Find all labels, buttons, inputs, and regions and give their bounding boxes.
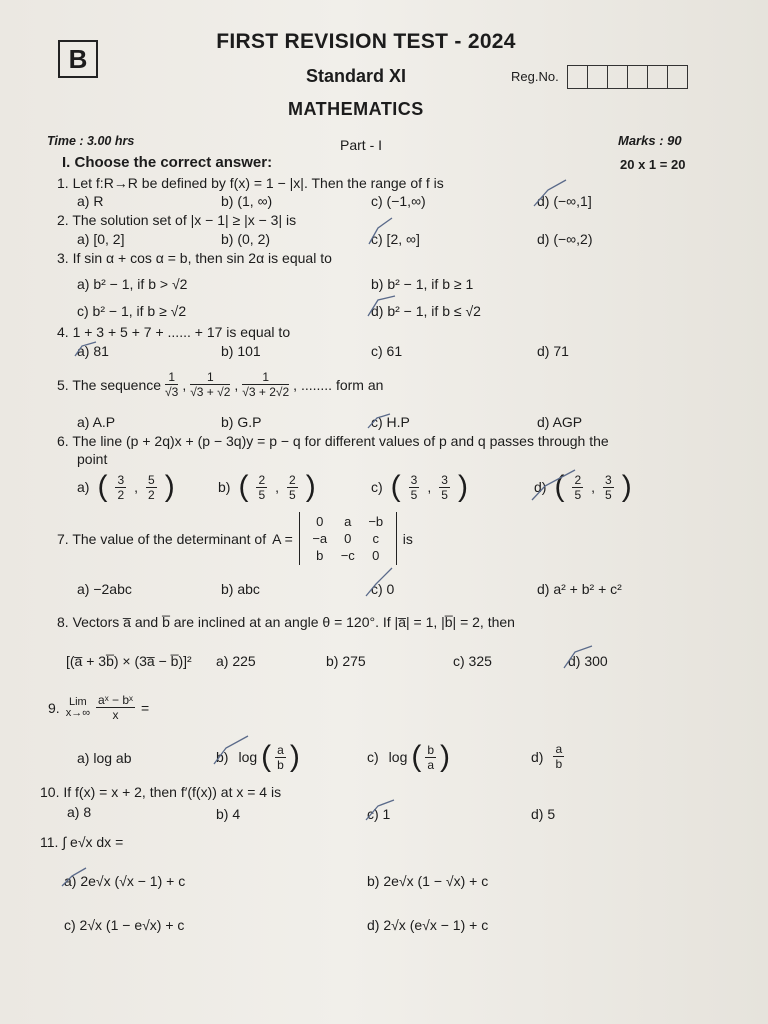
q9-option-b: b) log ( $\frac{a}{b}$ ) (216, 740, 300, 773)
q4-option-d: d) 71 (537, 343, 569, 359)
subject-label: MATHEMATICS (288, 99, 424, 119)
q3-option-a: a) b² − 1, if b > √2 (77, 276, 188, 292)
q5-text-pre: 5. The sequence (57, 376, 162, 393)
q9-fraction: $\frac{\text{aˣ − bˣ}}{x}$ (98, 693, 133, 722)
question-5: 5. The sequence $\frac{1}{√3}$ , $\frac{1}{√3 + √2}$ , $\frac{1}{√3 + 2√2}$ , ........ form an (57, 370, 384, 399)
q1-option-c: c) (−1,∞) (371, 193, 426, 209)
q5-text-post: , ........ form an (293, 376, 384, 393)
q5-term-3: $\frac{1}{√3 + 2√2}$ (242, 370, 290, 399)
q3-option-b: b) b² − 1, if b ≥ 1 (371, 276, 474, 292)
question-6-line-2: point (77, 451, 108, 467)
q4-option-c: c) 61 (371, 343, 403, 359)
q11-option-c: c) 2√x (1 − e√x) + c (64, 917, 185, 933)
q8-option-b: b) 275 (326, 653, 366, 669)
q2-option-c: c) [2, ∞] (371, 231, 420, 247)
question-10: 10. If f(x) = x + 2, then f′(f(x)) at x = 4 is (40, 784, 282, 800)
q8-option-a: a) 225 (216, 653, 256, 669)
q6-option-d: d) ( $\frac{2}{5}$ , $\frac{3}{5}$ ) (534, 470, 632, 503)
q1-option-b: b) (1, ∞) (221, 193, 273, 209)
time-label: Time : 3.00 hrs (47, 134, 135, 148)
q11-option-d: d) 2√x (e√x − 1) + c (367, 917, 489, 933)
question-3: 3. If sin α + cos α = b, then sin 2α is equal to (57, 250, 332, 266)
reg-box (608, 66, 628, 88)
reg-number-label: Reg.No. (511, 69, 559, 84)
question-8: 8. Vectors a̅ and b̅ are inclined at an angle θ = 120°. If |a̅| = 1, |b̅| = 2, then (57, 614, 515, 630)
q9-option-d: d) $\frac{a}{b}$ (531, 742, 563, 771)
reg-box (648, 66, 668, 88)
q7-option-b: b) abc (221, 581, 260, 597)
q10-option-a: a) 8 (67, 804, 92, 820)
reg-box (628, 66, 648, 88)
q10-option-d: d) 5 (531, 806, 556, 822)
q1-option-d: d) (−∞,1] (537, 193, 592, 209)
q7-option-d: d) a² + b² + c² (537, 581, 622, 597)
q11-option-b: b) 2e√x (1 − √x) + c (367, 873, 489, 889)
reg-box (568, 66, 588, 88)
limit-operator: Lim x→∞ (65, 695, 91, 719)
q2-option-d: d) (−∞,2) (537, 231, 593, 247)
q11-option-a: a) 2e√x (√x − 1) + c (64, 873, 186, 889)
question-6-line-1: 6. The line (p + 2q)x + (p − 3q)y = p − q for different values of p and q passes through the (57, 433, 609, 449)
q4-option-a: a) 81 (77, 343, 109, 359)
q8-expression: [(a̅ + 3b̅) × (3a̅ − b̅)]² (66, 653, 192, 669)
question-1: 1. Let f:R→R be defined by f(x) = 1 − |x|. Then the range of f is (57, 175, 444, 191)
q2-option-b: b) (0, 2) (221, 231, 271, 247)
q9-option-c: c) log ( $\frac{b}{a}$ ) (367, 740, 451, 773)
question-4: 4. 1 + 3 + 5 + 7 + ...... + 17 is equal to (57, 324, 291, 340)
q2-option-a: a) [0, 2] (77, 231, 125, 247)
q7-option-c: c) 0 (371, 581, 395, 597)
question-7: 7. The value of the determinant of A = 0 a −b −a 0 c b −c 0 is (57, 514, 413, 563)
standard-label: Standard XI (306, 66, 407, 86)
q5-option-b: b) G.P (221, 414, 262, 430)
determinant-matrix: 0 a −b −a 0 c b −c 0 (299, 512, 397, 565)
q6-option-c: c) ( $\frac{3}{5}$ , $\frac{3}{5}$ ) (371, 470, 468, 503)
marks-scheme: 20 x 1 = 20 (620, 157, 686, 172)
q10-option-c: c) 1 (367, 806, 391, 822)
q8-option-c: c) 325 (453, 653, 492, 669)
q6-option-b: b) ( $\frac{2}{5}$ , $\frac{2}{5}$ ) (218, 470, 316, 503)
exam-title: FIRST REVISION TEST - 2024 (216, 30, 516, 53)
set-letter-box: B (58, 40, 98, 78)
q1-option-a: a) R (77, 193, 104, 209)
question-9: 9. Lim x→∞ $\frac{\text{aˣ − bˣ}}{x}$ = (48, 693, 150, 722)
q3-option-d: d) b² − 1, if b ≤ √2 (371, 303, 481, 319)
marks-label: Marks : 90 (618, 133, 682, 148)
q5-option-a: a) A.P (77, 414, 116, 430)
q5-term-1: $\frac{1}{√3}$ (165, 370, 179, 399)
reg-box (588, 66, 608, 88)
part-label: Part - I (340, 137, 383, 153)
reg-number-boxes (567, 65, 688, 89)
q7-option-a: a) −2abc (77, 581, 132, 597)
q3-option-c: c) b² − 1, if b ≥ √2 (77, 303, 187, 319)
q5-term-2: $\frac{1}{√3 + √2}$ (190, 370, 231, 399)
q4-option-b: b) 101 (221, 343, 261, 359)
question-2: 2. The solution set of |x − 1| ≥ |x − 3| is (57, 212, 297, 228)
q6-option-a: a) ( $\frac{3}{2}$ , $\frac{5}{2}$ ) (77, 470, 175, 503)
question-11: 11. ∫ e√x dx = (40, 834, 124, 850)
reg-box (668, 66, 687, 88)
q5-option-d: d) AGP (537, 414, 583, 430)
q8-option-d: d) 300 (568, 653, 608, 669)
section-heading: I. Choose the correct answer: (62, 154, 273, 171)
q9-option-a: a) log ab (77, 750, 132, 766)
q10-option-b: b) 4 (216, 806, 241, 822)
q5-option-c: c) H.P (371, 414, 410, 430)
